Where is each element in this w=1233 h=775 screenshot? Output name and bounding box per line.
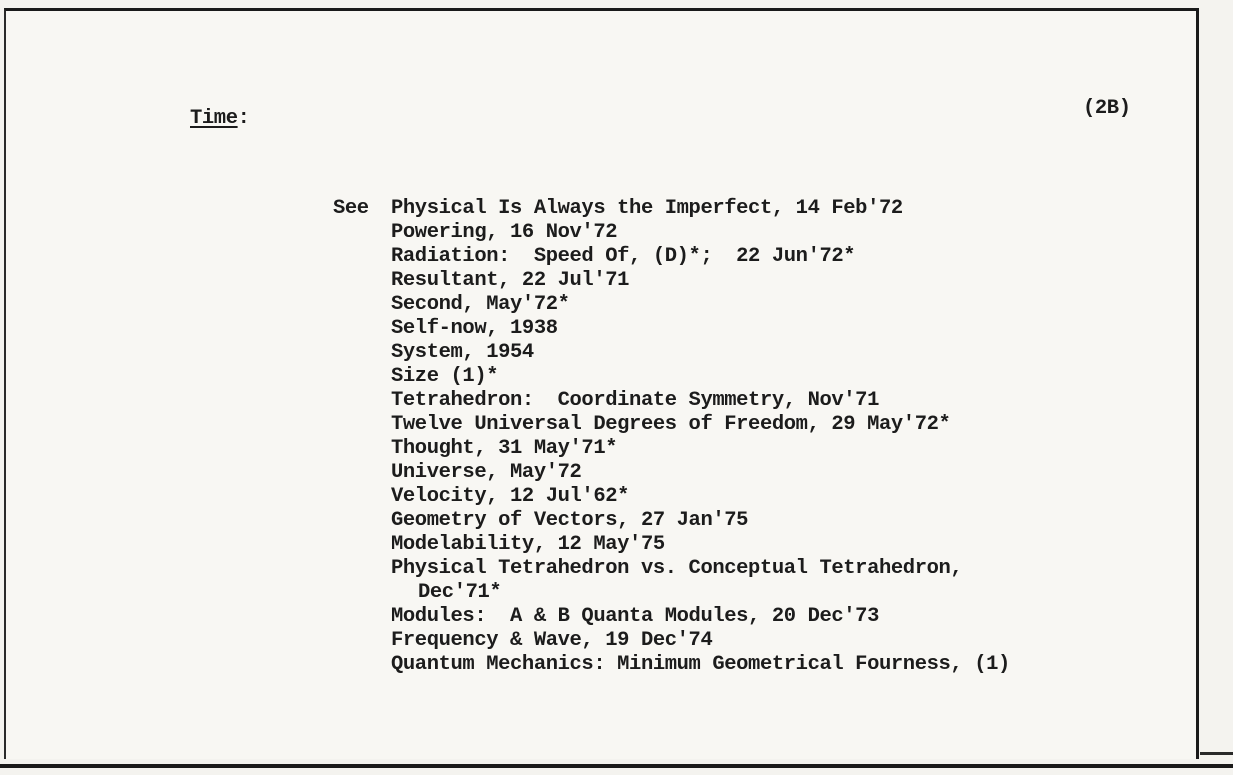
- entry-text: Self-now, 1938: [391, 317, 558, 340]
- entry-text: Dec'71*: [418, 581, 502, 604]
- entry-text: Second, May'72*: [391, 293, 570, 316]
- list-item: [333, 509, 1010, 533]
- entry-text: Powering, 16 Nov'72: [391, 221, 618, 244]
- entry-text: Modelability, 12 May'75: [391, 533, 665, 556]
- entry-text: Twelve Universal Degrees of Freedom, 29 May'72*: [391, 413, 951, 436]
- entry-text: Velocity, 12 Jul'62*: [391, 485, 630, 508]
- entry-text: Universe, May'72: [391, 461, 582, 484]
- entry-text: System, 1954: [391, 341, 534, 364]
- list-item: [333, 197, 1010, 221]
- list-item: [333, 317, 1010, 341]
- list-item: [333, 365, 1010, 389]
- heading-colon: :: [237, 107, 250, 130]
- bottom-border: [0, 764, 1233, 768]
- list-item: [333, 605, 1010, 629]
- list-item: [333, 653, 1010, 677]
- entry-text: Quantum Mechanics: Minimum Geometrical Fourness, (1): [391, 653, 1010, 676]
- entry-text: Modules: A & B Quanta Modules, 20 Dec'73: [391, 605, 879, 628]
- entry-text: Physical Tetrahedron vs. Conceptual Tetrahedron,: [391, 557, 963, 580]
- list-item: [333, 269, 1010, 293]
- list-item: [333, 629, 1010, 653]
- card-heading: [190, 107, 250, 130]
- list-item: [333, 341, 1010, 365]
- list-item-continuation: [333, 581, 1010, 605]
- list-item: [333, 437, 1010, 461]
- list-item: [333, 413, 1010, 437]
- entry-text: Tetrahedron: Coordinate Symmetry, Nov'71: [391, 389, 879, 412]
- list-item: [333, 557, 1010, 581]
- list-item: [333, 389, 1010, 413]
- list-item: [333, 293, 1010, 317]
- see-prefix: See: [333, 197, 369, 220]
- next-card-edge: [1200, 752, 1233, 755]
- list-item: [333, 485, 1010, 509]
- list-item: [333, 245, 1010, 269]
- card-id: (2B): [1083, 97, 1131, 120]
- list-item: [333, 533, 1010, 557]
- entry-text: Radiation: Speed Of, (D)*; 22 Jun'72*: [391, 245, 856, 268]
- entry-text: Resultant, 22 Jul'71: [391, 269, 630, 292]
- heading-label: Time: [190, 107, 238, 130]
- entry-text: Thought, 31 May'71*: [391, 437, 618, 460]
- list-item: [333, 221, 1010, 245]
- list-item: [333, 461, 1010, 485]
- entry-text: Physical Is Always the Imperfect, 14 Feb'72: [391, 197, 903, 220]
- cross-reference-list: [333, 197, 1010, 677]
- entry-text: Geometry of Vectors, 27 Jan'75: [391, 509, 749, 532]
- entry-text: Frequency & Wave, 19 Dec'74: [391, 629, 713, 652]
- entry-text: Size (1)*: [391, 365, 499, 388]
